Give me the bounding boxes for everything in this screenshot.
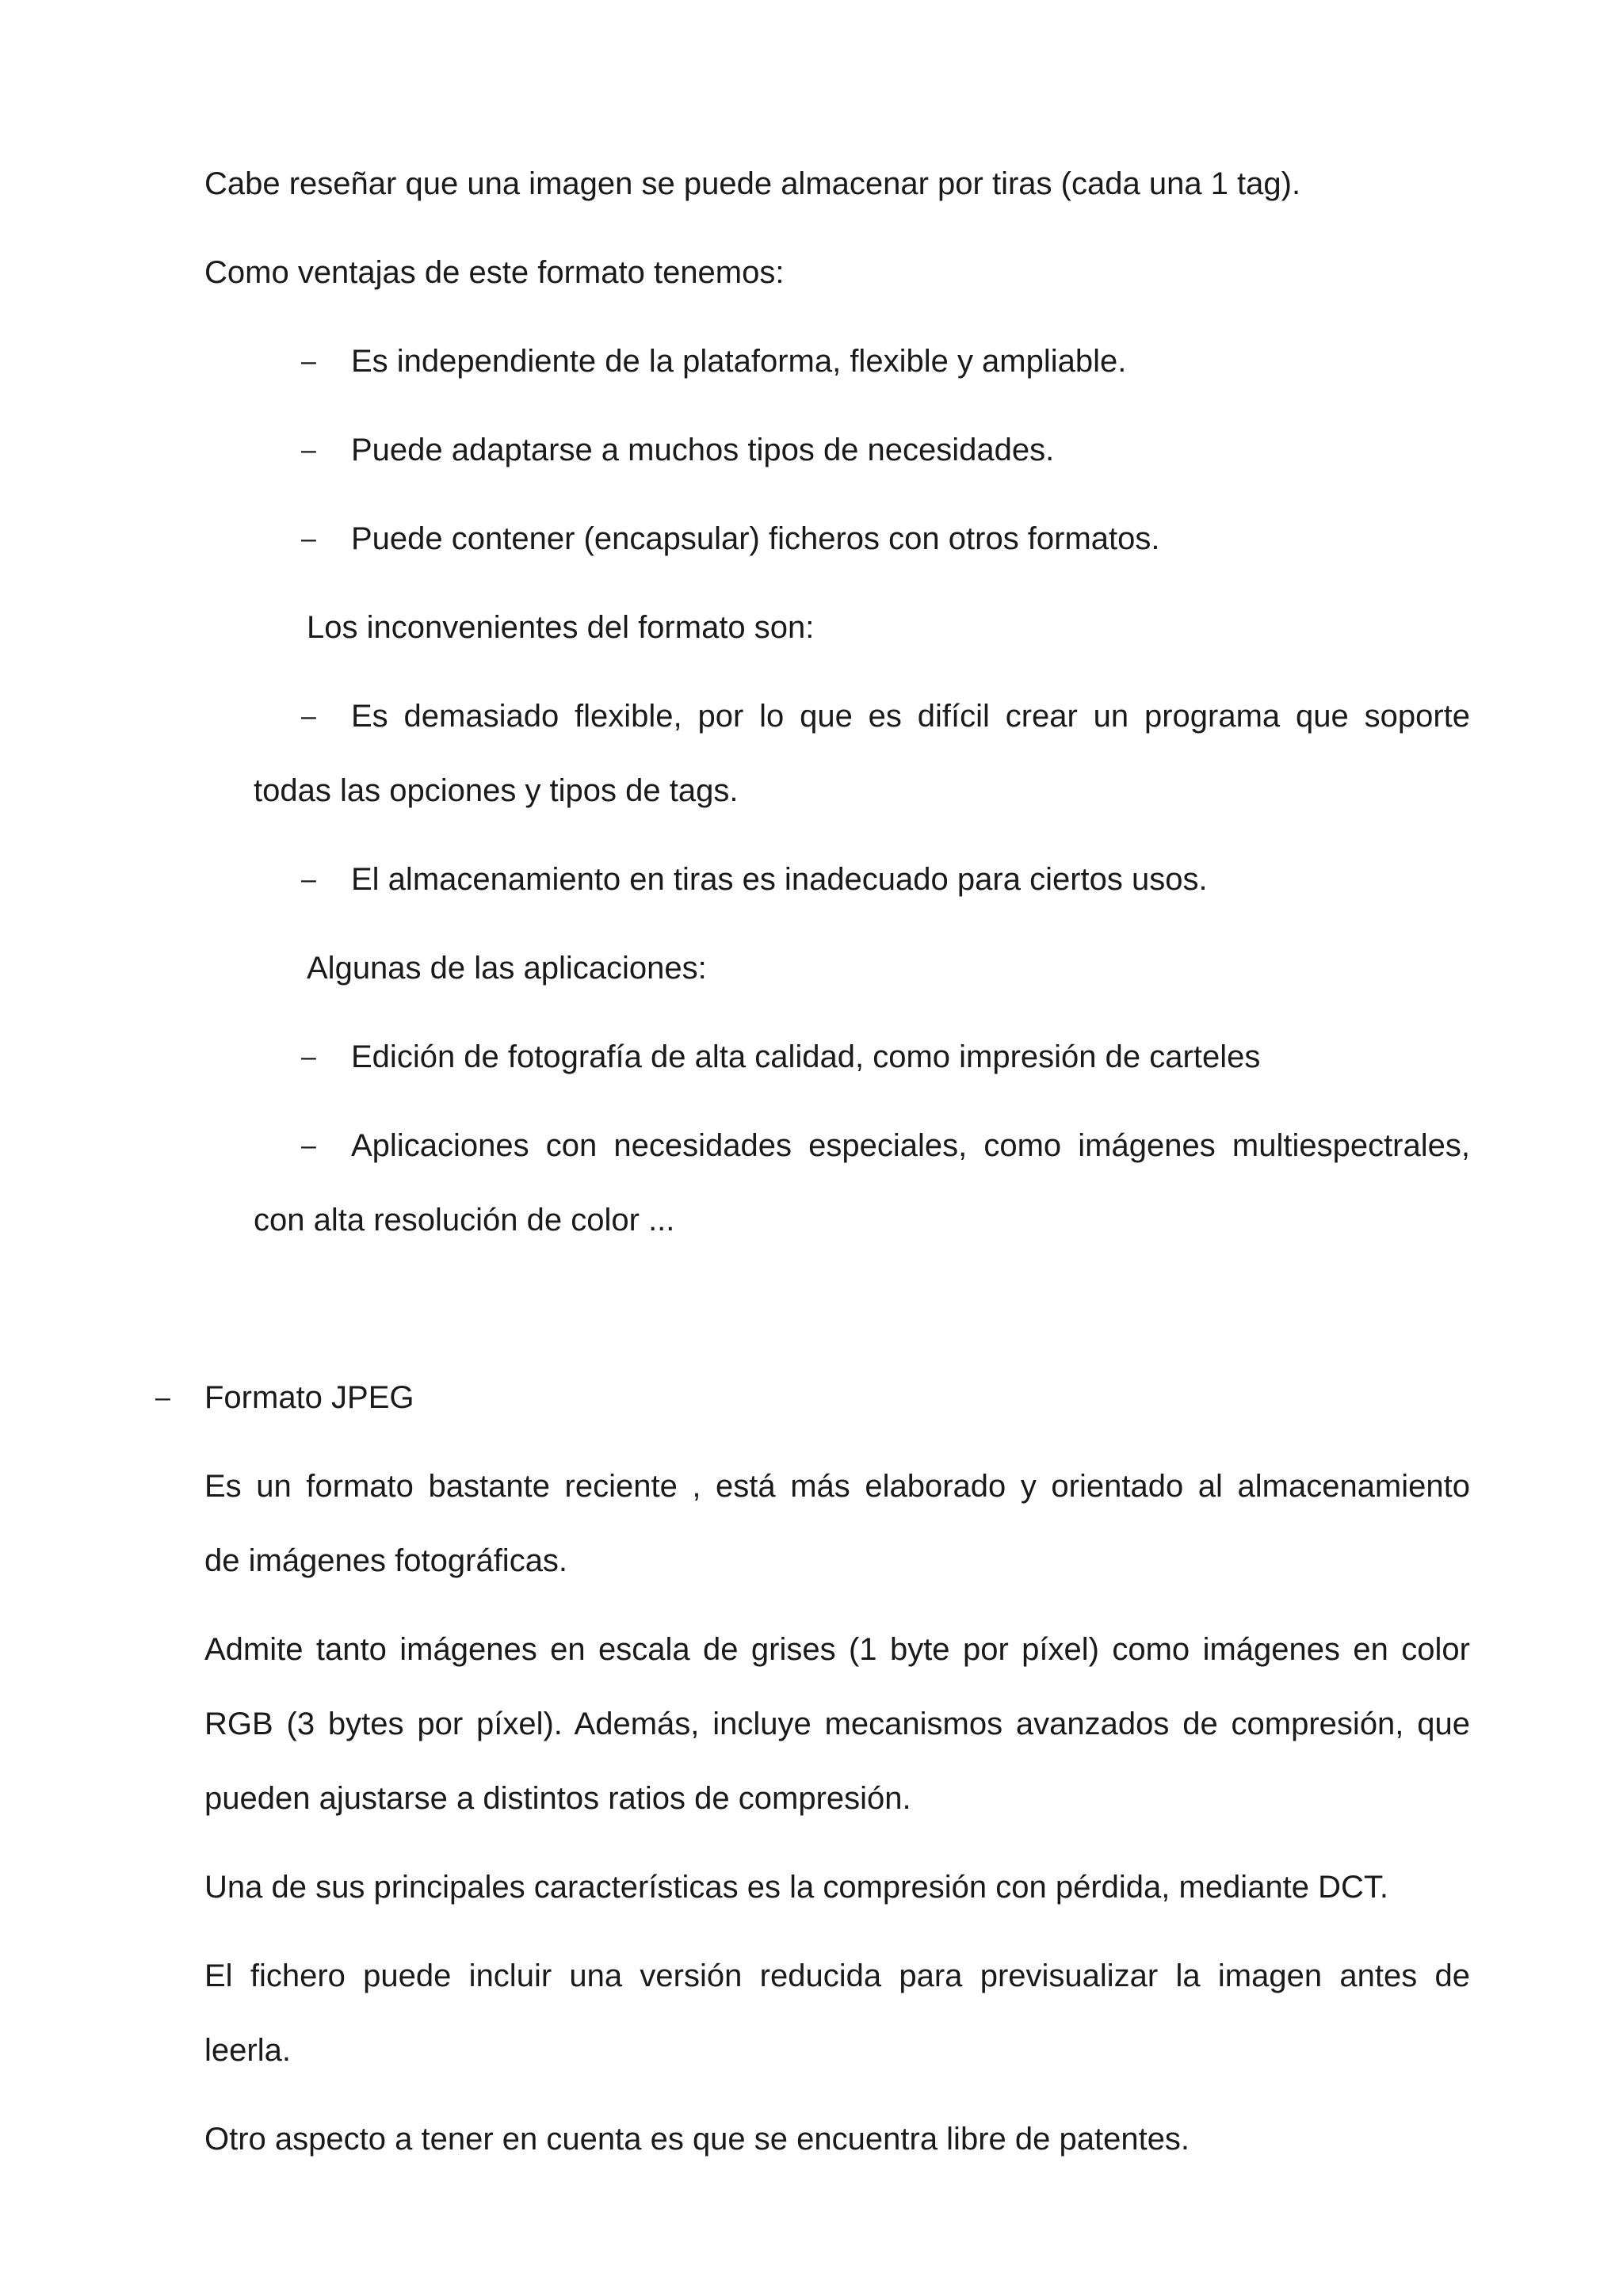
drawback-item-continuation: todas las opciones y tipos de tags. — [254, 773, 739, 808]
section-dash: – — [155, 1383, 170, 1413]
jpeg-paragraph-line: leerla. — [204, 2033, 291, 2068]
application-item-continuation: con alta resolución de color ... — [254, 1203, 675, 1238]
jpeg-paragraph-line: El fichero puede incluir una versión reducida para previsualizar la imagen antes de — [204, 1958, 1470, 1993]
jpeg-paragraph-line: Admite tanto imágenes en escala de grises (1 byte por píxel) como imágenes en color — [204, 1632, 1470, 1667]
bullet-dash: – — [301, 1042, 316, 1072]
bullet-dash: – — [301, 435, 316, 465]
advantage-item: Puede contener (encapsular) ficheros con otros formatos. — [351, 521, 1160, 556]
bullet-dash: – — [301, 864, 316, 894]
tiff-intro: Cabe reseñar que una imagen se puede almacenar por tiras (cada una 1 tag). — [204, 166, 1301, 201]
advantage-item: Es independiente de la plataforma, flexible y ampliable. — [351, 344, 1127, 379]
application-item: Edición de fotografía de alta calidad, como impresión de carteles — [351, 1039, 1261, 1074]
applications-heading: Algunas de las aplicaciones: — [307, 951, 707, 986]
bullet-dash: – — [301, 1131, 316, 1161]
drawback-item-line: Es demasiado flexible, por lo que es difícil crear un programa que soporte — [351, 699, 1470, 734]
drawback-item: El almacenamiento en tiras es inadecuado para ciertos usos. — [351, 862, 1208, 897]
jpeg-heading: Formato JPEG — [204, 1380, 414, 1415]
jpeg-paragraph-line: de imágenes fotográficas. — [204, 1543, 568, 1578]
jpeg-paragraph-line: pueden ajustarse a distintos ratios de compresión. — [204, 1781, 911, 1816]
bullet-dash: – — [301, 524, 316, 554]
bullet-dash: – — [301, 346, 316, 376]
jpeg-paragraph: Otro aspecto a tener en cuenta es que se encuentra libre de patentes. — [204, 2122, 1190, 2157]
bullet-dash: – — [301, 701, 316, 731]
drawbacks-heading: Los inconvenientes del formato son: — [307, 610, 815, 645]
application-item-line: Aplicaciones con necesidades especiales, como imágenes multiespectrales, — [351, 1128, 1470, 1163]
jpeg-paragraph-line: Es un formato bastante reciente , está más elaborado y orientado al almacenamiento — [204, 1469, 1470, 1504]
advantage-item: Puede adaptarse a muchos tipos de necesidades. — [351, 433, 1055, 467]
jpeg-paragraph: Una de sus principales características es la compresión con pérdida, mediante DCT. — [204, 1870, 1389, 1905]
jpeg-paragraph-line: RGB (3 bytes por píxel). Además, incluye mecanismos avanzados de compresión, que — [204, 1707, 1470, 1741]
advantages-heading: Como ventajas de este formato tenemos: — [204, 255, 785, 290]
